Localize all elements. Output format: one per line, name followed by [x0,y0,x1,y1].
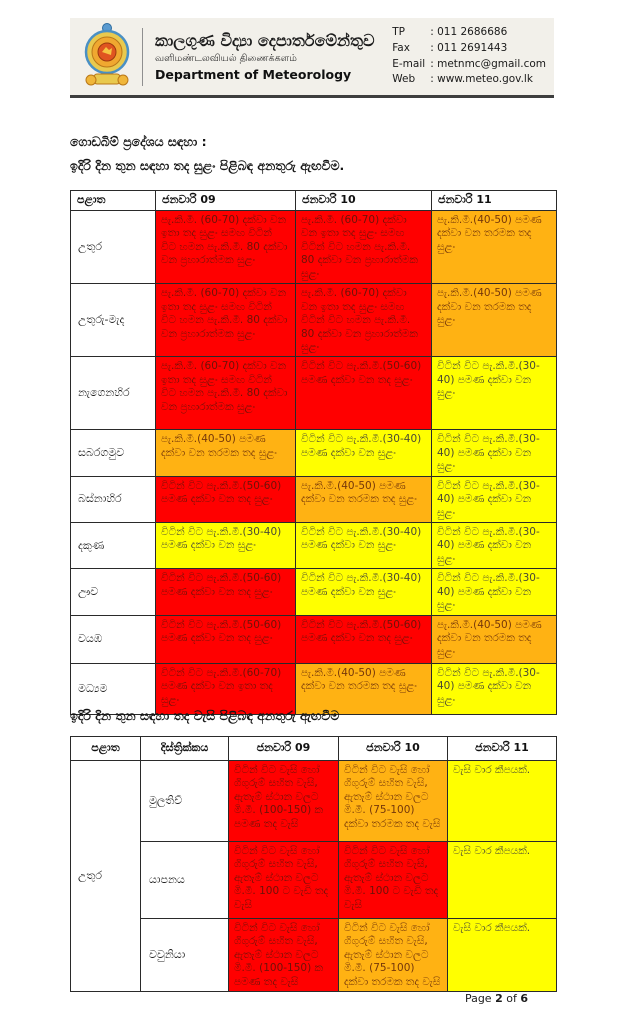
warning-cell: පැ.කි.මී.(40-50) පමණ දක්වා වන තරමක තද සුළං [296,476,432,522]
warning-cell: පැ.කි.මී.(40-50) පමණ දක්වා වන තරමක තද සුළං [432,615,557,663]
wind-table-row [71,569,557,615]
wind-table-row [71,357,557,430]
district-cell: යාපනය [141,842,229,919]
warning-cell: පැ.කි.මී. (60-70) දක්වා වන ඉතා තද සුළං සමඟ විටින් විට හමන පැ.කි.මී. 80 දක්වා වන ප්‍රහාරාත්මක සුළං [156,211,296,284]
contact-phone-label: TP [392,26,405,38]
wind-table-row [71,284,557,357]
title-tamil: வளிமண்டலவியல் திணைக்களம் [155,52,297,64]
rain-table-body [71,761,557,992]
contact-fax [392,41,546,57]
contact-email-value: : metnmc@gmail.com [430,57,546,70]
wind-table-row [71,523,557,569]
title-english: Department of Meteorology [155,66,352,82]
contact-web-value: : www.meteo.gov.lk [430,73,533,86]
rain-header-province: පළාත [71,737,141,761]
warning-cell: විටින් විට පැ.කි.මී.(30-40) පමණ දක්වා වන සුළං [432,430,557,476]
province-cell: සබරගමුව [71,430,156,476]
province-cell: මධ්‍යම [71,663,156,714]
warning-cell: විටින් විට පැ.කි.මී.(50-60) පමණ දක්වා වන තද සුළං [156,476,296,522]
wind-header-jan11: ජනවාරි 11 [432,191,557,211]
province-cell: ඌව [71,569,156,615]
contact-email [392,57,546,73]
warning-cell: විටින් විට පැ.කි.මී.(30-40) පමණ දක්වා වන සුළං [432,476,557,522]
warning-cell: පැ.කි.මී. (60-70) දක්වා වන ඉතා තද සුළං සමඟ විටින් විට හමන පැ.කි.මී. 80 දක්වා වන ප්‍රහාරාත්මක සුළං [296,284,432,357]
department-titles [155,31,374,83]
province-cell: බස්නාහිර [71,476,156,522]
title-sinhala: කාලගුණ විද්‍යා දෙපාර්තමේන්තුව [155,30,375,50]
warning-cell: විටින් විට පැ.කි.මී.(30-40) පමණ දක්වා වන සුළං [432,357,557,430]
warning-cell: විටින් විට පැ.කි.මී.(30-40) පමණ දක්වා වන සුළං [296,430,432,476]
wind-warning-heading: ඉදිරි දින තුන සඳහා තද සුළං පිළිබඳ අනතුරු ඇඟවීම. [70,158,345,173]
district-cell: වවුනියා [141,919,229,992]
contact-fax-value: : 011 2691443 [430,41,508,54]
warning-cell: පැ.කි.මී.(40-50) පමණ දක්වා වන තරමක තද සුළං [432,284,557,357]
warning-cell: විටින් විට වැසි හෝ ගිගුරුම් සහිත වැසි, ඇතැම් ස්ථාන වලට මි.මී. (75-100) දක්වා තරමක තද වැසි [339,919,448,992]
warning-cell: විටින් විට වැසි හෝ ගිගුරුම් සහිත වැසි, ඇතැම් ස්ථාන වලට මි.මී. (100-150) ක පමණ තද වැසි [229,919,339,992]
wind-table-row [71,211,557,284]
rain-table-row [71,919,557,992]
wind-table-header-row [71,191,557,211]
wind-table-row [71,663,557,714]
warning-cell: පැ.කි.මී. (60-70) දක්වා වන ඉතා තද සුළං සමඟ විටින් විට හමන පැ.කි.මී. 80 දක්වා වන ප්‍රහාරාත්මක සුළං [156,357,296,430]
land-area-heading: ගොඩබිම් ප්‍රදේශය සඳහා : [70,134,207,149]
warning-cell: පැ.කි.මී. (60-70) දක්වා වන ඉතා තද සුළං සමඟ විටින් විට හමන පැ.කි.මී. 80 දක්වා වන ප්‍රහාරාත්මක සුළං [296,211,432,284]
wind-table-row [71,430,557,476]
rain-table-row [71,842,557,919]
warning-cell: වැසි වාර කීපයක්. [448,919,557,992]
province-cell: උතුරු-මැද [71,284,156,357]
warning-cell: වැසි වාර කීපයක්. [448,761,557,842]
warning-cell: පැ.කි.මී.(40-50) පමණ දක්වා වන තරමක තද සුළං [296,663,432,714]
footer-page-label: Page [464,992,492,1005]
wind-header-jan10: ජනවාරි 10 [296,191,432,211]
warning-cell: පැ.කි.මී.(40-50) පමණ දක්වා වන තරමක තද සුළං [156,430,296,476]
rain-warning-table [70,736,557,992]
warning-cell: විටින් විට පැ.කි.මී.(50-60) පමණ දක්වා වන තද සුළං [156,569,296,615]
province-cell: වයඹ [71,615,156,663]
wind-warning-table [70,190,557,715]
warning-cell: විටින් විට පැ.කි.මී.(30-40) පමණ දක්වා වන සුළං [296,569,432,615]
province-cell: උතුර [71,761,141,992]
footer-of-label: of [506,992,517,1005]
wind-table-row [71,476,557,522]
header-divider [142,28,143,86]
rain-header-jan09: ජනවාරි 09 [229,737,339,761]
rain-table-row [71,761,557,842]
district-cell: මුලතිව් [141,761,229,842]
warning-cell: විටින් විට පැ.කි.මී.(60-70) පමණ දක්වා වන ඉතා තද සුළං [156,663,296,714]
wind-header-jan09: ජනවාරි 09 [156,191,296,211]
contact-phone-value: : 011 2686686 [430,26,508,38]
warning-cell: විටින් විට පැ.කි.මී.(30-40) පමණ දක්වා වන සුළං [432,569,557,615]
warning-cell: විටින් විට වැසි හෝ ගිගුරුම් සහිත වැසි, ඇතැම් ස්ථාන වලට මි.මී. (75-100) දක්වා තරමක තද වැසි [339,761,448,842]
warning-cell: විටින් විට පැ.කි.මී.(30-40) පමණ දක්වා වන සුළං [156,523,296,569]
contact-fax-label: Fax [392,41,410,54]
province-cell: උතුර [71,211,156,284]
rain-warning-heading: ඉදිරි දින තුන සඳහා තද වැසි පිළිබඳ අනතුරු ඇඟවීම [70,708,340,723]
warning-cell: වැසි වාර කීපයක්. [448,842,557,919]
province-cell: නැගෙනහිර [71,357,156,430]
rain-header-jan10: ජනවාරි 10 [339,737,448,761]
page-footer [70,992,556,1005]
wind-table-body [71,211,557,715]
contact-web [392,72,546,88]
wind-header-province: පළාත [71,191,156,211]
contact-block [392,25,554,88]
warning-cell: විටින් විට වැසි හෝ ගිගුරුම් සහිත වැසි, ඇතැම් ස්ථාන වලට මි.මී. 100 ට වැඩි තද වැසි [229,842,339,919]
national-emblem-logo [70,16,142,98]
contact-phone [392,25,546,41]
rain-header-district: දිස්ත්‍රික්කය [141,737,229,761]
warning-cell: විටින් විට පැ.කි.මී.(30-40) පමණ දක්වා වන සුළං [296,523,432,569]
warning-cell: පැ.කි.මී.(40-50) පමණ දක්වා වන තරමක තද සුළං [432,211,557,284]
province-cell: දකුණ [71,523,156,569]
warning-cell: විටින් විට පැ.කි.මී.(30-40) පමණ දක්වා වන සුළං [432,523,557,569]
warning-cell: පැ.කි.මී. (60-70) දක්වා වන ඉතා තද සුළං සමඟ විටින් විට හමන පැ.කි.මී. 80 දක්වා වන ප්‍රහාරාත්මක සුළං [156,284,296,357]
footer-page-total: 6 [520,992,528,1005]
footer-page-number: 2 [495,992,503,1005]
warning-cell: විටින් විට පැ.කි.මී.(30-40) පමණ දක්වා වන සුළං [432,663,557,714]
letterhead [70,18,554,98]
rain-table-header-row [71,737,557,761]
rain-header-jan11: ජනවාරි 11 [448,737,557,761]
contact-web-label: Web [392,73,416,86]
warning-cell: විටින් විට පැ.කි.මී.(50-60) පමණ දක්වා වන තද සුළං [296,615,432,663]
wind-table-row [71,615,557,663]
contact-email-label: E-mail [392,57,426,70]
warning-cell: විටින් විට වැසි හෝ ගිගුරුම් සහිත වැසි, ඇතැම් ස්ථාන වලට මි.මී. 100 ට වැඩි තද වැසි [339,842,448,919]
warning-cell: විටින් විට පැ.කි.මී.(50-60) පමණ දක්වා වන තද සුළං [156,615,296,663]
warning-cell: විටින් විට වැසි හෝ ගිගුරුම් සහිත වැසි, ඇතැම් ස්ථාන වලට මි.මී. (100-150) ක පමණ තද වැසි [229,761,339,842]
warning-cell: විටින් විට පැ.කි.මී.(50-60) පමණ දක්වා වන තද සුළං [296,357,432,430]
